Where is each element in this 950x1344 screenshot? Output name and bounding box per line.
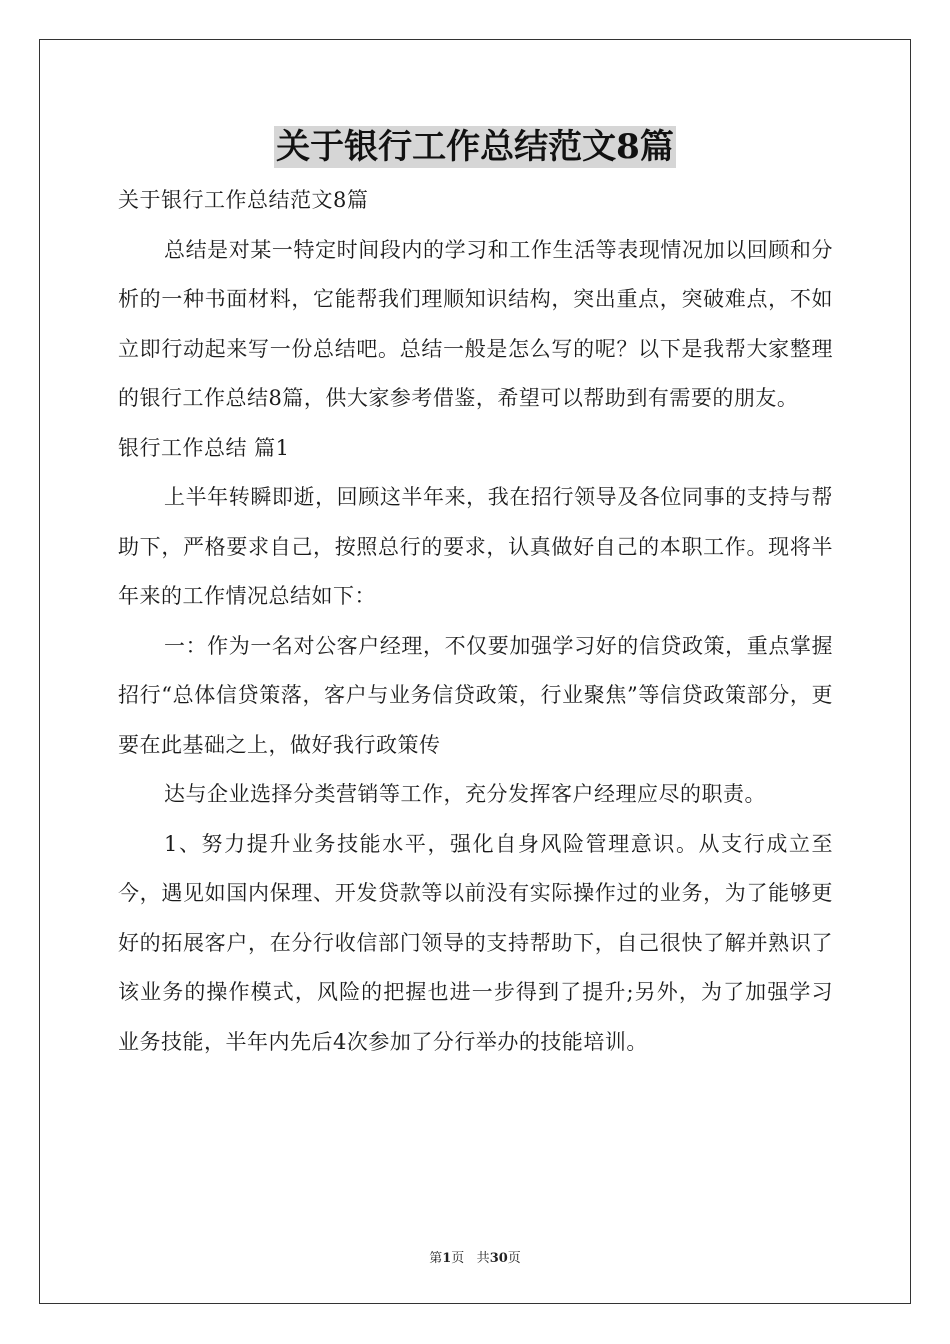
- document-title: 关于银行工作总结范文8篇: [276, 127, 674, 167]
- subtitle-paragraph: 关于银行工作总结范文8篇: [118, 188, 369, 212]
- footer-page-number: 1: [442, 1251, 452, 1266]
- page-footer: [0, 1247, 950, 1266]
- footer-total-unit: 页: [507, 1251, 521, 1266]
- document-body: [118, 176, 833, 1067]
- section-heading: 银行工作总结 篇1: [118, 435, 290, 460]
- body-paragraph: 一：作为一名对公客户经理，不仅要加强学习好的信贷政策，重点掌握招行“总体信贷策落，客户与业务信贷政策，行业聚焦”等信贷政策部分，更要在此基础之上，做好我行政策传: [118, 633, 833, 757]
- footer-total-prefix: 共: [476, 1251, 490, 1266]
- footer-page-unit: 页: [451, 1251, 465, 1266]
- body-paragraph: 上半年转瞬即逝，回顾这半年来，我在招行领导及各位同事的支持与帮助下，严格要求自己，按照总行的要求，认真做好自己的本职工作。现将半年来的工作情况总结如下：: [118, 485, 833, 608]
- body-paragraph: 1、努力提升业务技能水平，强化自身风险管理意识。从支行成立至今，遇见如国内保理、开发贷款等以前没有实际操作过的业务，为了能够更好的拓展客户，在分行收信部门领导的支持帮助下，自己很快了解并熟识了该业务的操作模式，风险的把握也进一步得到了提升;另外，为了加强学习业务技能，半年内先后4次参加了分行举办的技能培训。: [118, 831, 833, 1054]
- footer-total-pages: 30: [489, 1251, 508, 1266]
- intro-paragraph: 总结是对某一特定时间段内的学习和工作生活等表现情况加以回顾和分析的一种书面材料，它能帮我们理顺知识结构，突出重点，突破难点，不如立即行动起来写一份总结吧。总结一般是怎么写的呢？以下是我帮大家整理的银行工作总结8篇，供大家参考借鉴，希望可以帮助到有需要的朋友。: [118, 237, 833, 410]
- footer-page-prefix: 第: [429, 1251, 443, 1266]
- body-paragraph: 达与企业选择分类营销等工作，充分发挥客户经理应尽的职责。: [164, 782, 766, 806]
- title-container: [0, 126, 950, 168]
